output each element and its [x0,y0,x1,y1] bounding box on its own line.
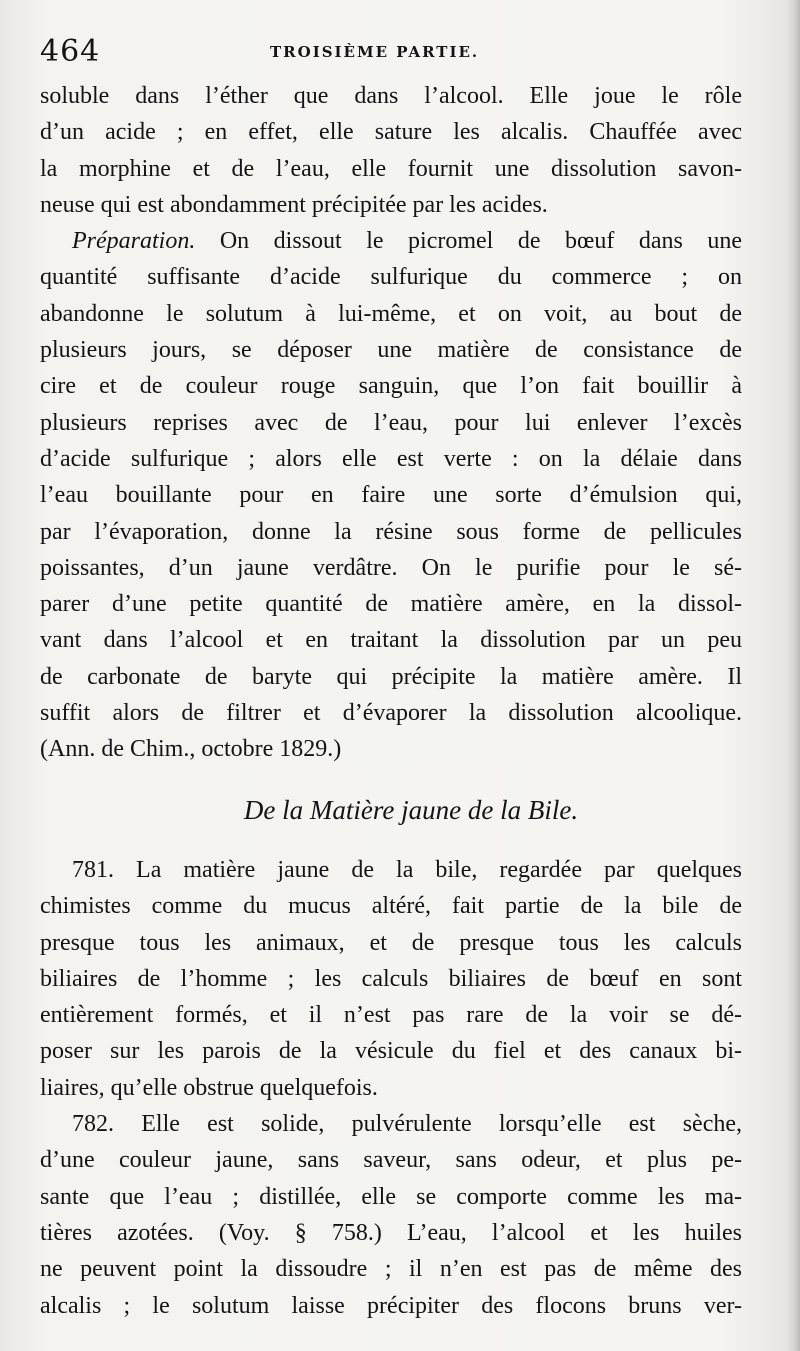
paragraph-3 [40,852,742,1106]
text-line: l’eau bouillante pour en faire une sorte d’émulsion qui, [40,482,742,509]
text-line: la morphine et de l’eau, elle fournit une dissolution savon- [40,155,742,182]
text-line: vant dans l’alcool et en traitant la dissolution par un peu [40,627,742,654]
page-header [40,30,742,74]
text-line: entièrement formés, et il n’est pas rare de la voir se dé- [40,1002,742,1029]
text-line: par l’évaporation, donne la résine sous forme de pellicules [40,518,742,545]
text-line: biliaires de l’homme ; les calculs biliaires de bœuf en sont [40,965,742,992]
body-text [40,78,742,1324]
text-line: d’une couleur jaune, sans saveur, sans odeur, et plus pe- [40,1147,742,1174]
paragraph-4 [40,1106,742,1324]
text-line: plusieurs reprises avec de l’eau, pour lui enlever l’excès [40,409,742,436]
spacer [40,828,742,852]
text-line [40,223,742,259]
text-line: d’un acide ; en effet, elle sature les alcalis. Chauffée avec [40,119,742,146]
text-line: 781. La matière jaune de la bile, regardée par quelques [72,856,742,883]
text-line: poser sur les parois de la vésicule du fiel et des canaux bi- [40,1038,742,1065]
text-line: suffit alors de filtrer et d’évaporer la dissolution alcoolique. [40,700,742,727]
running-head: TROISIÈME PARTIE. [270,43,480,61]
text-line: neuse qui est abondamment précipitée par les acides. [40,191,548,218]
paragraph-lead: Préparation. [72,228,196,255]
text-line: abandonne le solutum à lui-même, et on voit, au bout de [40,300,742,327]
text-line: d’acide sulfurique ; alors elle est verte : on la délaie dans [40,445,742,472]
text-line: ne peuvent point la dissoudre ; il n’en est pas de même des [40,1256,742,1283]
text-line: de carbonate de baryte qui précipite la matière amère. Il [40,663,742,690]
text-line: tières azotées. (Voy. § 758.) L’eau, l’alcool et les huiles [40,1219,742,1246]
spacer [40,768,742,792]
text-line-rest: On dissout le picromel de bœuf dans une [195,228,742,255]
text-line: poissantes, d’un jaune verdâtre. On le purifie pour le sé- [40,554,742,581]
text-line: liaires, qu’elle obstrue quelquefois. [40,1074,378,1101]
text-line: soluble dans l’éther que dans l’alcool. Elle joue le rôle [40,83,742,109]
text-line: cire et de couleur rouge sanguin, que l’on fait bouillir à [40,373,742,400]
text-line: presque tous les animaux, et de presque tous les calculs [40,929,742,956]
text-line: plusieurs jours, se déposer une matière de consistance de [40,337,742,364]
text-line: chimistes comme du mucus altéré, fait partie de la bile de [40,893,742,920]
page-spine-shadow [786,0,800,1351]
section-title: De la Matière jaune de la Bile. [243,794,579,825]
text-line: quantité suffisante d’acide sulfurique du commerce ; on [40,264,742,291]
text-line: sante que l’eau ; distillée, elle se comporte comme les ma- [40,1183,742,1210]
text-line: alcalis ; le solutum laisse précipiter des flocons bruns ver- [40,1292,742,1319]
text-line: parer d’une petite quantité de matière amère, en la dissol- [40,591,742,618]
page-number: 464 [40,34,101,69]
paragraph-1 [40,78,742,223]
text-line: 782. Elle est solide, pulvérulente lorsqu’elle est sèche, [72,1111,742,1138]
text-line: (Ann. de Chim., octobre 1829.) [40,736,342,763]
paragraph-2 [40,223,742,767]
